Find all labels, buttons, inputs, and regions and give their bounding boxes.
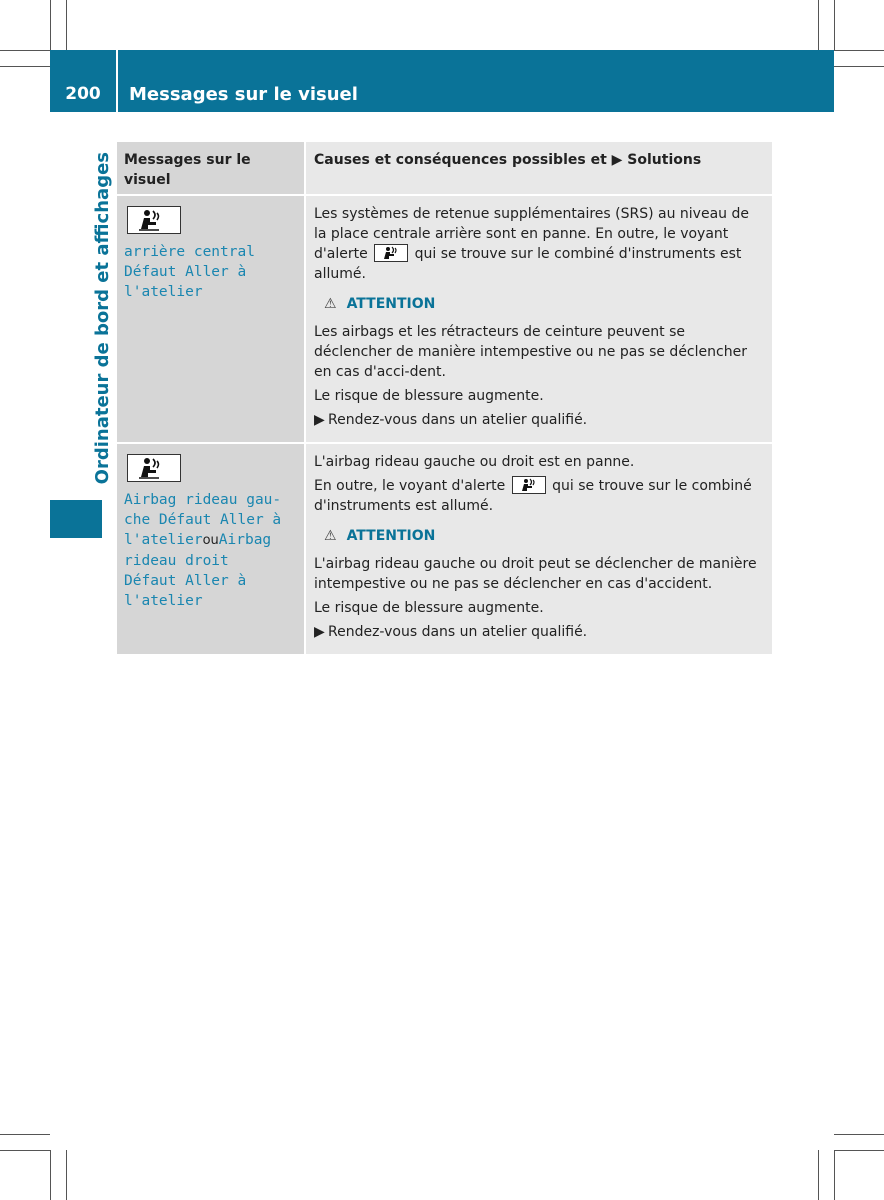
crop-mark <box>0 66 50 67</box>
warning-label: ATTENTION <box>346 296 436 312</box>
arrow-right-icon: ▶ <box>314 412 325 428</box>
message-line: arrière central <box>124 244 255 260</box>
message-line: l'atelier <box>124 593 203 609</box>
table-row <box>117 443 772 654</box>
col-header-causes-text: Causes et conséquences possibles et <box>314 152 607 168</box>
warning-text: Les airbags et les rétracteurs de ceinture peuvent se déclencher de manière intempestive ou ne pas se déclencher en cas d'acci-dent. <box>314 324 747 380</box>
risk-text: Le risque de blessure augmente. <box>314 600 544 616</box>
page-number: 200 <box>65 84 101 104</box>
crop-mark <box>834 50 884 51</box>
col-header-messages: Messages sur le visuel <box>117 142 305 195</box>
chapter-title: Ordinateur de bord et affichages <box>92 152 113 485</box>
page-title: Messages sur le visuel <box>129 84 358 105</box>
cause-paragraph: L'airbag rideau gauche ou droit est en panne. <box>314 454 635 470</box>
table-header-row <box>117 142 772 195</box>
message-fragment: l'atelier <box>124 532 203 548</box>
airbag-warning-icon <box>127 454 181 482</box>
airbag-warning-icon <box>374 244 408 262</box>
chapter-tab <box>50 500 102 538</box>
crop-mark <box>834 1134 884 1135</box>
arrow-right-icon: ▶ <box>611 152 623 168</box>
crop-mark <box>66 0 67 50</box>
cause-text: Les systèmes de retenue supplémentaires (SRS) au niveau de la place centrale arrière sont en panne. En outre, le voyant d'alerte <box>314 206 749 262</box>
cause-text: qui se trouve sur le combiné d'instruments est allumé. <box>314 478 752 514</box>
col-header-solutions-text: Solutions <box>627 152 702 168</box>
action-item <box>314 622 764 642</box>
crop-mark <box>0 50 50 51</box>
warning-label: ATTENTION <box>346 528 436 544</box>
col-header-causes <box>305 142 772 195</box>
message-line: Défaut Aller à <box>124 573 247 589</box>
crop-mark <box>834 1150 835 1200</box>
message-connector: ou <box>202 533 219 548</box>
message-line: che Défaut Aller à <box>124 512 282 528</box>
warning-text: L'airbag rideau gauche ou droit peut se déclencher de manière intempestive ou ne pas se déclencher en cas d'accident. <box>314 556 757 592</box>
warning-heading <box>314 526 764 546</box>
message-line: Airbag rideau gau- <box>124 492 282 508</box>
crop-mark <box>0 1134 50 1135</box>
warning-triangle-icon: ⚠ <box>324 296 337 312</box>
warning-heading <box>314 294 764 314</box>
causes-cell <box>305 195 772 443</box>
header-separator <box>116 50 118 112</box>
action-item <box>314 410 764 430</box>
cause-text: qui se trouve sur le combiné d'instruments est allumé. <box>314 246 742 282</box>
crop-mark <box>0 1150 50 1151</box>
causes-cell <box>305 443 772 654</box>
arrow-right-icon: ▶ <box>314 624 325 640</box>
airbag-warning-icon <box>127 206 181 234</box>
crop-mark <box>818 1150 819 1200</box>
message-line: rideau droit <box>124 553 229 569</box>
cause-text: En outre, le voyant d'alerte <box>314 478 506 494</box>
action-text: Rendez-vous dans un atelier qualifié. <box>328 624 588 640</box>
crop-mark <box>50 0 51 50</box>
crop-mark <box>834 1150 884 1151</box>
risk-text: Le risque de blessure augmente. <box>314 388 544 404</box>
message-line: Défaut Aller à <box>124 264 247 280</box>
crop-mark <box>834 0 835 50</box>
airbag-warning-icon <box>512 476 546 494</box>
crop-mark <box>818 0 819 50</box>
warning-triangle-icon: ⚠ <box>324 528 337 544</box>
display-message-cell <box>117 195 305 443</box>
crop-mark <box>834 66 884 67</box>
display-message-cell <box>117 443 305 654</box>
message-line <box>124 530 296 551</box>
cause-paragraph <box>314 204 764 284</box>
message-line: l'atelier <box>124 284 203 300</box>
action-text: Rendez-vous dans un atelier qualifié. <box>328 412 588 428</box>
messages-table <box>117 142 772 654</box>
cause-paragraph <box>314 476 764 516</box>
crop-mark <box>66 1150 67 1200</box>
message-fragment: Airbag <box>218 532 272 548</box>
table-row <box>117 195 772 443</box>
crop-mark <box>50 1150 51 1200</box>
